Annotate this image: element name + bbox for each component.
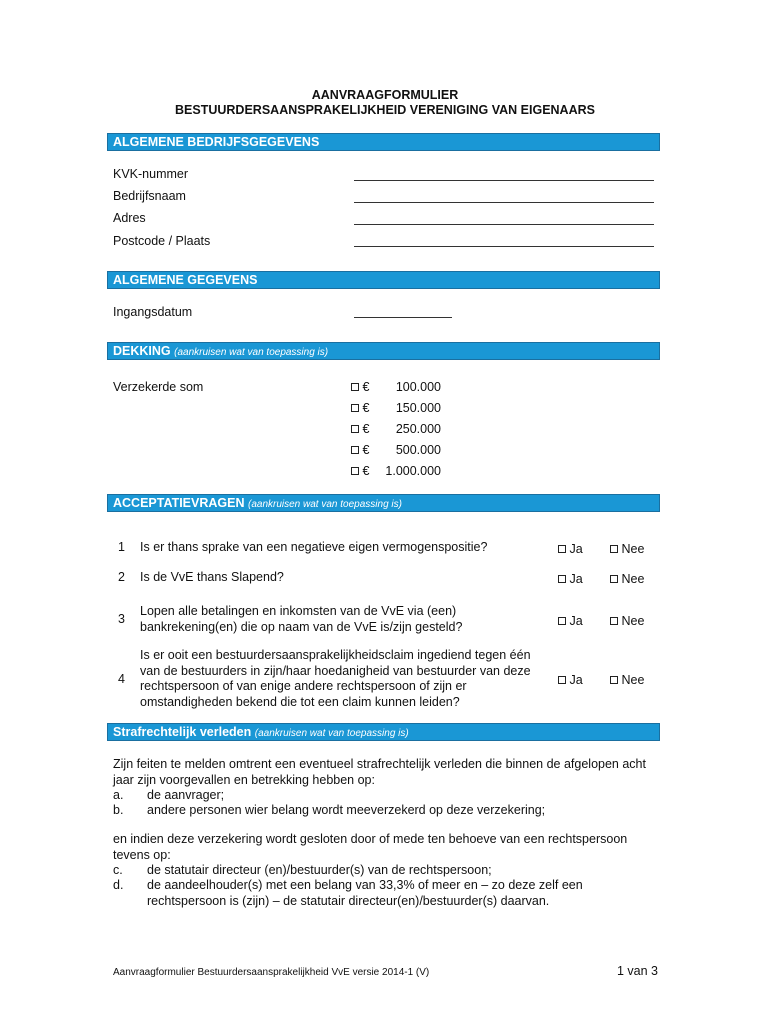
section-general-title: ALGEMENE GEGEVENS xyxy=(113,273,258,287)
criminal-intro: Zijn feiten te melden omtrent een eventueel strafrechtelijk verleden die binnen de afgelopen acht jaar zijn voorgevallen en betrekking hebben op: xyxy=(113,757,646,787)
checkbox[interactable] xyxy=(610,676,618,684)
postcode-field[interactable] xyxy=(354,246,654,247)
amount-value: 100.000 xyxy=(395,380,441,394)
checkbox[interactable] xyxy=(558,575,566,583)
question-text: Is de VvE thans Slapend? xyxy=(140,570,284,584)
question-text: Is er ooit een bestuurdersaansprakelijkheidsclaim ingediend tegen één van de bestuurders in zijn/haar hoedanigheid van bestuurder van deze rechtspersoon of van enige andere rechtspersoon of zijn er omstandigheden bekend die tot een claim kunnen leiden? xyxy=(140,648,531,709)
footer-doc-name: Aanvraagformulier Bestuurdersaansprakelijkheid VvE versie 2014-1 (V) xyxy=(113,967,430,978)
section-cover-title: DEKKING xyxy=(113,344,171,358)
section-acceptance-note: (aankruisen wat van toepassing is) xyxy=(247,499,402,510)
list-letter: d. xyxy=(113,878,124,892)
list-letter: a. xyxy=(113,788,124,802)
form-title: AANVRAAGFORMULIER xyxy=(311,88,459,102)
kvk-label: KVK-nummer xyxy=(113,167,189,181)
section-criminal-title: Strafrechtelijk verleden xyxy=(113,725,252,739)
amount-value: 500.000 xyxy=(395,443,441,457)
answer-yes[interactable]: Ja xyxy=(558,614,583,628)
answer-no[interactable]: Nee xyxy=(610,572,644,586)
amount-value: 150.000 xyxy=(395,401,441,415)
list-letter: c. xyxy=(113,863,123,877)
checkbox[interactable] xyxy=(351,383,359,391)
question-text: Lopen alle betalingen en inkomsten van de VvE via (een) bankrekening(en) die op naam van de VvE is/zijn gesteld? xyxy=(140,604,463,634)
checkbox[interactable] xyxy=(351,446,359,454)
list-item: andere personen wier belang wordt meeverzekerd op deze verzekering; xyxy=(147,803,546,817)
answer-no[interactable]: Nee xyxy=(610,673,644,687)
question-number: 1 xyxy=(118,540,125,554)
address-field[interactable] xyxy=(354,224,654,225)
section-acceptance-title: ACCEPTATIEVRAGEN xyxy=(113,496,245,510)
company-name-label: Bedrijfsnaam xyxy=(113,189,186,203)
address-label: Adres xyxy=(113,211,146,225)
question-text: Is er thans sprake van een negatieve eigen vermogenspositie? xyxy=(140,540,488,554)
amount-option[interactable]: € xyxy=(351,380,369,394)
section-company-title: ALGEMENE BEDRIJFSGEGEVENS xyxy=(113,135,320,149)
section-acceptance-header xyxy=(107,494,660,512)
postcode-label: Postcode / Plaats xyxy=(113,234,211,248)
answer-yes[interactable]: Ja xyxy=(558,673,583,687)
page-number: 1 van 3 xyxy=(616,964,658,978)
amount-option[interactable]: € xyxy=(351,422,369,436)
answer-no[interactable]: Nee xyxy=(610,614,644,628)
answer-yes[interactable]: Ja xyxy=(558,542,583,556)
section-cover-note: (aankruisen wat van toepassing is) xyxy=(174,347,329,358)
section-company-header xyxy=(107,133,660,151)
answer-no[interactable]: Nee xyxy=(610,542,644,556)
checkbox[interactable] xyxy=(610,545,618,553)
checkbox[interactable] xyxy=(558,617,566,625)
checkbox[interactable] xyxy=(610,617,618,625)
amount-option[interactable]: € xyxy=(351,464,369,478)
checkbox[interactable] xyxy=(351,404,359,412)
section-general-header xyxy=(107,271,660,289)
list-item: de aandeelhouder(s) met een belang van 33,3% of meer en – zo deze zelf een rechtspersoon is (zijn) – de statutair directeur(en)/bestuurder(s) daarvan. xyxy=(147,878,583,908)
list-item: de aanvrager; xyxy=(147,788,225,802)
amount-option[interactable]: € xyxy=(351,401,369,415)
criminal-intro-2: en indien deze verzekering wordt gesloten door of mede ten behoeve van een rechtspersoon tevens op: xyxy=(113,832,628,862)
checkbox[interactable] xyxy=(351,425,359,433)
company-name-field[interactable] xyxy=(354,202,654,203)
amount-value: 1.000.000 xyxy=(385,464,441,478)
checkbox[interactable] xyxy=(610,575,618,583)
section-cover-header xyxy=(107,342,660,360)
form-subtitle: BESTUURDERSAANSPRAKELIJKHEID VERENIGING VAN EIGENAARS xyxy=(175,103,595,117)
checkbox[interactable] xyxy=(558,545,566,553)
checkbox[interactable] xyxy=(351,467,359,475)
start-date-field[interactable] xyxy=(354,317,452,318)
question-number: 4 xyxy=(118,672,125,686)
question-number: 2 xyxy=(118,570,125,584)
list-letter: b. xyxy=(113,803,124,817)
insured-sum-label: Verzekerde som xyxy=(113,380,204,394)
amount-option[interactable]: € xyxy=(351,443,369,457)
answer-yes[interactable]: Ja xyxy=(558,572,583,586)
list-item: de statutair directeur (en)/bestuurder(s) van de rechtspersoon; xyxy=(147,863,492,877)
amount-value: 250.000 xyxy=(395,422,441,436)
section-criminal-note: (aankruisen wat van toepassing is) xyxy=(254,728,409,739)
checkbox[interactable] xyxy=(558,676,566,684)
question-number: 3 xyxy=(118,612,125,626)
start-date-label: Ingangsdatum xyxy=(113,305,193,319)
kvk-field[interactable] xyxy=(354,180,654,181)
section-criminal-header xyxy=(107,723,660,741)
